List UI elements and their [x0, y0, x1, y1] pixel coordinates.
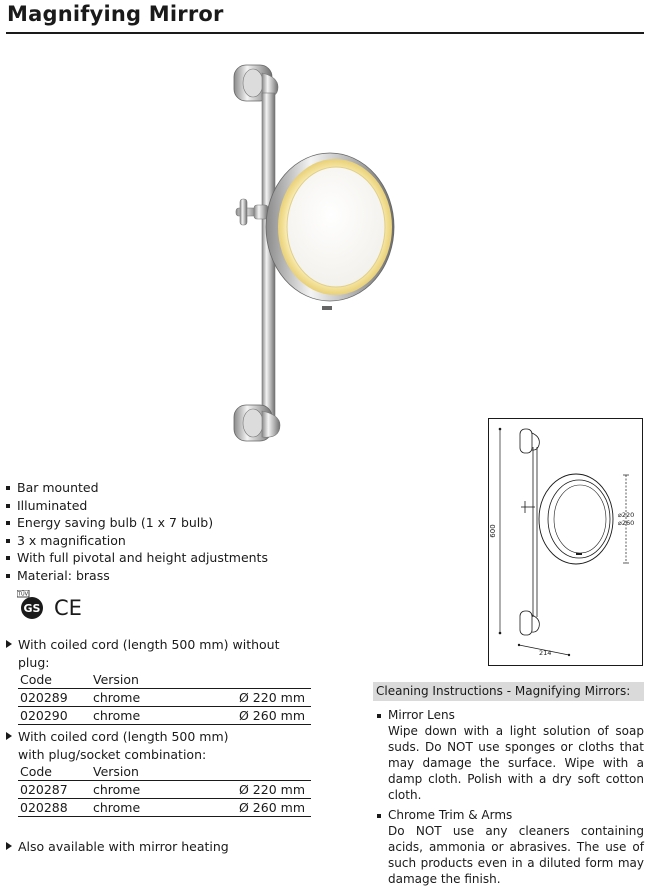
cell-version: chrome	[93, 781, 223, 799]
cell-code: 020290	[18, 707, 93, 725]
option-block-without-plug	[6, 636, 311, 725]
feature-item: Energy saving bulb (1 x 7 bulb)	[6, 514, 336, 532]
cell-code: 020289	[18, 689, 93, 707]
table-row	[18, 707, 311, 725]
depth-label: 214	[539, 649, 552, 657]
certification-marks	[17, 590, 87, 620]
cleaning-item-text: Wipe down with a light solution of soap suds. Do NOT use sponges or cloths that may damage the surface. Wipe with a damp cloth. Polish with a dry soft cotton cloth.	[388, 724, 644, 802]
technical-drawing	[488, 418, 643, 666]
cell-version: chrome	[93, 707, 223, 725]
cell-size: Ø 260 mm	[223, 799, 311, 817]
cell-version: chrome	[93, 799, 223, 817]
cleaning-heading: Cleaning Instructions - Magnifying Mirrors:	[373, 682, 644, 701]
product-photo	[218, 55, 408, 455]
column-header-code: Code	[18, 763, 93, 781]
cleaning-instructions	[373, 682, 644, 891]
column-header-version: Version	[93, 671, 223, 689]
gs-text: GS	[23, 602, 41, 615]
option-block-with-plug	[6, 728, 311, 817]
column-header-code: Code	[18, 671, 93, 689]
cell-code: 020288	[18, 799, 93, 817]
order-table	[18, 763, 311, 817]
cleaning-item-text: Do NOT use any cleaners containing acids, ammonia or abrasives. The use of such products even in a diluted form may damage the finish.	[388, 824, 644, 886]
cell-size: Ø 220 mm	[223, 781, 311, 799]
page-title: Magnifying Mirror	[7, 2, 224, 26]
feature-item: Material: brass	[6, 567, 336, 585]
cleaning-item	[373, 707, 644, 803]
table-row	[18, 689, 311, 707]
cleaning-item	[373, 807, 644, 887]
order-table	[18, 671, 311, 725]
cleaning-list	[373, 707, 644, 887]
table-row	[18, 781, 311, 799]
table-row	[18, 799, 311, 817]
cell-size: Ø 220 mm	[223, 689, 311, 707]
feature-item: Illuminated	[6, 497, 336, 515]
feature-list	[6, 479, 336, 585]
tuv-text: TÜV	[17, 591, 29, 598]
diameter-small-label: ⌀220	[618, 511, 635, 519]
tuv-gs-logo	[17, 590, 43, 619]
column-header-version: Version	[93, 763, 223, 781]
height-label: 600	[489, 524, 497, 538]
cell-size: Ø 260 mm	[223, 707, 311, 725]
title-divider	[6, 32, 644, 34]
column-header-size	[223, 671, 311, 689]
feature-item: Bar mounted	[6, 479, 336, 497]
cell-version: chrome	[93, 689, 223, 707]
cleaning-item-title: Mirror Lens	[388, 708, 455, 722]
ce-mark: CE	[54, 596, 82, 620]
diameter-large-label: ⌀260	[618, 519, 635, 527]
mirror-heating-note: Also available with mirror heating	[6, 838, 229, 856]
dimension-drawing	[489, 419, 644, 667]
cell-code: 020287	[18, 781, 93, 799]
cleaning-item-title: Chrome Trim & Arms	[388, 808, 513, 822]
column-header-size	[223, 763, 311, 781]
feature-item: With full pivotal and height adjustments	[6, 549, 336, 567]
option-heading: With coiled cord (length 500 mm) without plug:	[6, 636, 311, 671]
feature-item: 3 x magnification	[6, 532, 336, 550]
option-heading: With coiled cord (length 500 mm) with plug/socket combination:	[6, 728, 256, 763]
